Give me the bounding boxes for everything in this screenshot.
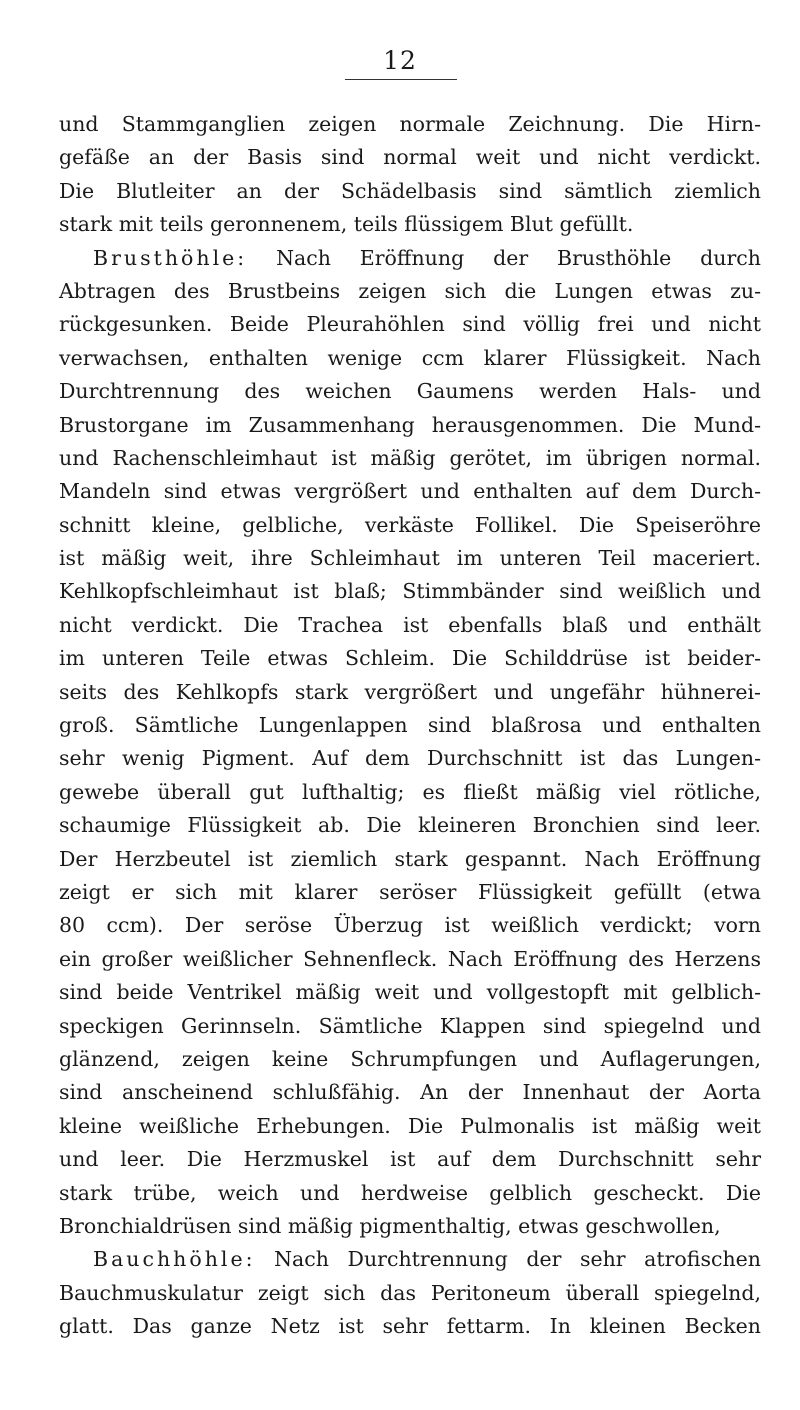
text-line: Kehlkopfschleimhaut ist blaß; Stimmbänder sind weißlich und	[59, 579, 761, 604]
text-line: Der Herzbeutel ist ziemlich stark gespannt. Nach Eröffnung	[59, 846, 761, 871]
text-line: und Rachenschleimhaut ist mäßig gerötet, im übrigen normal.	[59, 445, 761, 470]
text-line: Durchtrennung des weichen Gaumens werden Hals- und	[59, 379, 761, 404]
text-line: kleine weißliche Erhebungen. Die Pulmonalis ist mäßig weit	[59, 1113, 761, 1138]
text-line: stark trübe, weich und herdweise gelblich gescheckt. Die	[59, 1180, 761, 1205]
text-line: speckigen Gerinnseln. Sämtliche Klappen sind spiegelnd und	[59, 1013, 761, 1038]
text-line: sind beide Ventrikel mäßig weit und vollgestopft mit gelblich-	[59, 980, 761, 1005]
text-line: Die Blutleiter an der Schädelbasis sind sämtlich ziemlich	[59, 178, 761, 203]
text-line: zeigt er sich mit klarer seröser Flüssigkeit gefüllt (etwa	[59, 879, 761, 904]
text-line: ein großer weißlicher Sehnenfleck. Nach Eröffnung des Herzens	[59, 946, 761, 971]
text-line: im unteren Teile etwas Schleim. Die Schilddrüse ist beider-	[59, 646, 761, 671]
text-line: und Stammganglien zeigen normale Zeichnung. Die Hirn-	[59, 112, 761, 136]
text-line: gewebe überall gut lufthaltig; es fließt mäßig viel rötliche,	[59, 779, 761, 804]
text-line: glänzend, zeigen keine Schrumpfungen und Auflagerungen,	[59, 1046, 761, 1071]
text-line: nicht verdickt. Die Trachea ist ebenfalls blaß und enthält	[59, 612, 761, 637]
page-number: 12	[383, 46, 417, 75]
text-line: seits des Kehlkopfs stark vergrößert und ungefähr hühnerei-	[59, 679, 761, 704]
text-line: ist mäßig weit, ihre Schleimhaut im unteren Teil maceriert.	[59, 546, 761, 571]
text-line: sehr wenig Pigment. Auf dem Durchschnitt ist das Lungen-	[59, 746, 761, 771]
text-line: und leer. Die Herzmuskel ist auf dem Durchschnitt sehr	[59, 1147, 761, 1172]
text-line: schaumige Flüssigkeit ab. Die kleineren Bronchien sind leer.	[59, 813, 761, 838]
text-line: Bauchmuskulatur zeigt sich das Peritoneum überall spiegelnd,	[59, 1280, 761, 1305]
body-text	[59, 108, 761, 1343]
section-heading-brusthoehle: Brusthöhle:	[93, 245, 248, 270]
section-heading-bauchhoehle: Bauchhöhle:	[93, 1247, 256, 1272]
text-line: Bronchialdrüsen sind mäßig pigmenthaltig, etwas geschwollen,	[59, 1213, 721, 1238]
text-line: groß. Sämtliche Lungenlappen sind blaßrosa und enthalten	[59, 713, 761, 738]
text-line: gefäße an der Basis sind normal weit und nicht verdickt.	[59, 145, 761, 170]
section-first-line	[59, 242, 761, 275]
text-line: schnitt kleine, gelbliche, verkäste Follikel. Die Speiseröhre	[59, 512, 761, 537]
section-first-line	[59, 1243, 761, 1276]
text-line: glatt. Das ganze Netz ist sehr fettarm. In kleinen Becken	[59, 1314, 761, 1339]
text-line: sind anscheinend schlußfähig. An der Innenhaut der Aorta	[59, 1080, 761, 1105]
text-line: stark mit teils geronnenem, teils flüssigem Blut gefüllt.	[59, 212, 634, 237]
text-line: Brustorgane im Zusammenhang herausgenommen. Die Mund-	[59, 412, 761, 437]
text-line: Mandeln sind etwas vergrößert und enthalten auf dem Durch-	[59, 479, 761, 504]
text-run: Nach Eröffnung der Brusthöhle durch	[276, 245, 761, 270]
page-number-rule	[345, 79, 457, 80]
text-line: Abtragen des Brustbeins zeigen sich die Lungen etwas zu-	[59, 278, 761, 303]
text-line: verwachsen, enthalten wenige ccm klarer Flüssigkeit. Nach	[59, 345, 761, 370]
text-run: Nach Durchtrennung der sehr atrofischen	[274, 1247, 761, 1272]
text-line: 80 ccm). Der seröse Überzug ist weißlich verdickt; vorn	[59, 913, 761, 938]
text-line: rückgesunken. Beide Pleurahöhlen sind völlig frei und nicht	[59, 312, 761, 337]
